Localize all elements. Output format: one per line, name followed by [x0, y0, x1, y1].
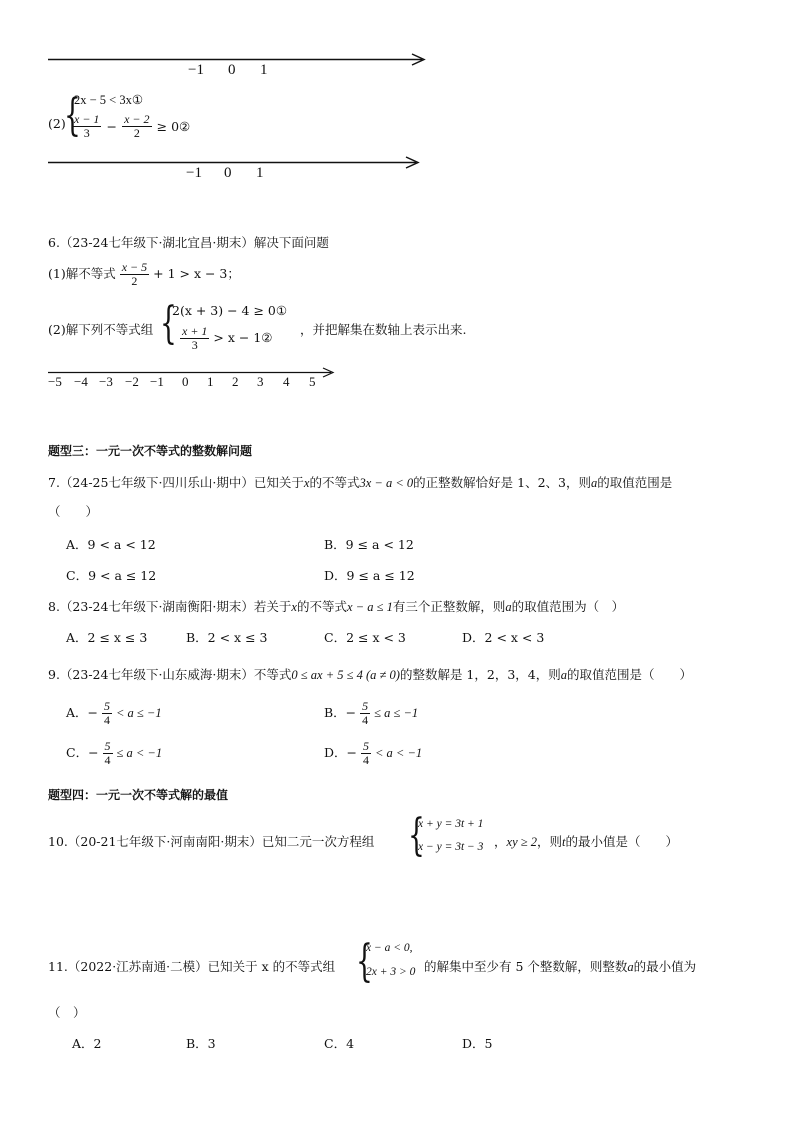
stem-text: 的取值范围为（ ）: [511, 599, 625, 614]
inequality-tail: ≥ 0②: [156, 119, 191, 134]
option-a[interactable]: A．2 ≤ x ≤ 3: [66, 630, 148, 645]
fraction-denominator: 4: [104, 713, 110, 727]
question-stem: [48, 665, 692, 683]
stem-text: 8.（23-24七年级下·湖南衡阳·期末）若关于: [48, 599, 292, 614]
part-2-label: (2)解下列不等式组: [48, 322, 154, 337]
option-tail: < a ≤ −1: [115, 706, 162, 720]
option-a[interactable]: A．2: [72, 1036, 102, 1051]
inequality-2: [72, 113, 190, 140]
tick-label: 1: [260, 62, 268, 78]
question-stem: [48, 473, 672, 491]
option-c[interactable]: C．4: [324, 1036, 355, 1051]
variable: t: [562, 835, 566, 849]
option-c[interactable]: [66, 740, 162, 767]
stem-text: 9.（23-24七年级下·山东威海·期末）不等式: [48, 667, 292, 682]
stem-text: ，: [494, 834, 507, 849]
answer-parentheses: （ ）: [48, 1005, 86, 1020]
tick-label: 0: [228, 62, 236, 78]
question-title: 6.（23-24七年级下·湖北宜昌·期末）解决下面问题: [48, 235, 329, 250]
tick-label: 0: [224, 165, 232, 181]
fraction-denominator: 3: [83, 126, 90, 140]
stem-text: 的最小值为: [633, 959, 697, 974]
question-stem-end: [424, 957, 696, 975]
section-heading: 题型四：一元一次不等式解的最值: [48, 788, 229, 802]
option-tail: ≤ a ≤ −1: [374, 706, 419, 720]
stem-text: 的取值范围是: [597, 475, 673, 490]
system-brace: {: [64, 90, 81, 141]
fraction-denominator: 2: [133, 126, 140, 140]
option-d[interactable]: [324, 740, 422, 767]
stem-text: 的正整数解恰好是 1、2、3，则: [413, 475, 592, 490]
fraction-numerator: x − 2: [124, 112, 150, 126]
system-brace: {: [408, 810, 425, 861]
fraction-denominator: 3: [191, 338, 198, 352]
stem-text: ，则: [536, 834, 562, 849]
instruction-text: ，并把解集在数轴上表示出来.: [300, 322, 467, 337]
part-label: (2): [48, 116, 66, 131]
variable: a: [591, 476, 598, 490]
stem-text: 的不等式: [296, 599, 347, 614]
minus-sign: −: [106, 119, 118, 134]
option-prefix: B．−: [324, 705, 357, 720]
inequality-1: 2x − 5 < 3x①: [74, 93, 144, 107]
stem-text: 有三个正整数解，则: [392, 599, 506, 614]
tick-label: 5: [309, 374, 316, 389]
option-b[interactable]: B．2 < x ≤ 3: [186, 630, 268, 645]
part-1: [48, 261, 240, 288]
option-c[interactable]: C．2 ≤ x < 3: [324, 630, 406, 645]
option-a[interactable]: A．9 < a < 12: [66, 537, 156, 552]
inequality-tail: > x − 1②: [213, 330, 273, 345]
option-b[interactable]: [324, 700, 418, 727]
tick-label: −2: [125, 374, 139, 389]
variable: a: [505, 600, 512, 614]
inequality: xy ≥ 2: [506, 835, 537, 849]
system-brace: {: [160, 298, 177, 349]
option-b[interactable]: B．3: [186, 1036, 216, 1051]
stem-text: 的整数解是 1，2，3，4，则: [399, 667, 561, 682]
stem-text: 的取值范围是（ ）: [566, 667, 692, 682]
inequality: x − a ≤ 1: [347, 600, 393, 614]
inequality-2: [180, 325, 273, 352]
variable: a: [627, 960, 634, 974]
inequality-1: 2(x + 3) − 4 ≥ 0①: [172, 303, 288, 318]
fraction-numerator: 5: [362, 739, 369, 753]
fraction-numerator: x − 1: [74, 112, 100, 126]
tick-label: −1: [188, 62, 204, 78]
part-label: (1)解不等式: [48, 266, 116, 281]
variable: x: [303, 476, 310, 490]
fraction-numerator: 5: [104, 699, 110, 713]
tick-label: 0: [182, 374, 189, 389]
inequality-2: 2x + 3 > 0: [366, 966, 416, 978]
question-stem: [48, 597, 624, 615]
tick-label: −3: [99, 374, 113, 389]
stem-text: 7.（24-25七年级下·四川乐山·期中）已知关于: [48, 475, 304, 490]
tick-label: −1: [186, 165, 202, 181]
variable: a: [560, 668, 567, 682]
fraction-denominator: 2: [131, 274, 138, 288]
fraction-denominator: 4: [104, 753, 111, 767]
option-b[interactable]: B．9 ≤ a < 12: [324, 537, 414, 552]
stem-text: 的不等式: [309, 475, 360, 490]
equation-2: x − y = 3t − 3: [418, 841, 484, 853]
question-stem-start: 10.（20-21七年级下·河南南阳·期末）已知二元一次方程组: [48, 834, 375, 849]
tick-label: 1: [207, 374, 214, 389]
tick-label: −4: [74, 374, 88, 389]
tick-label: −1: [150, 374, 164, 389]
tick-label: 2: [232, 374, 239, 389]
option-prefix: A．−: [66, 705, 99, 720]
fraction-numerator: x − 5: [121, 260, 148, 274]
variable: x: [291, 600, 297, 614]
inequality-1: x − a < 0,: [366, 942, 413, 954]
option-d[interactable]: D．5: [462, 1036, 493, 1051]
stem-text: 的最小值是（ ）: [565, 834, 678, 849]
inequality: 0 ≤ ax + 5 ≤ 4 (a ≠ 0): [291, 668, 400, 682]
tick-label: −5: [48, 374, 62, 389]
inequality: 3x − a < 0: [359, 476, 414, 490]
option-tail: ≤ a < −1: [116, 746, 163, 760]
fraction-numerator: 5: [362, 699, 369, 713]
section-heading: 题型三：一元一次不等式的整数解问题: [48, 444, 253, 458]
option-prefix: C．−: [66, 745, 99, 760]
equation-1: x + y = 3t + 1: [418, 818, 484, 830]
question-stem-end: [494, 832, 678, 850]
option-tail: < a < −1: [374, 746, 423, 760]
stem-text: 的解集中至少有 5 个整数解，则整数: [424, 959, 628, 974]
system-brace: {: [356, 936, 373, 987]
fraction-denominator: 4: [362, 753, 369, 767]
number-line-1-axis: [46, 52, 430, 68]
option-d[interactable]: D．9 ≤ a ≤ 12: [324, 568, 415, 583]
number-line-2-axis: [46, 155, 424, 171]
option-c[interactable]: C．9 < a ≤ 12: [66, 568, 157, 583]
question-stem-start: 11.（2022·江苏南通·二模）已知关于 x 的不等式组: [48, 959, 336, 974]
fraction-numerator: x + 1: [182, 324, 208, 338]
tick-label: 3: [257, 374, 264, 389]
fraction-denominator: 4: [362, 713, 369, 727]
answer-parentheses: （ ）: [48, 504, 99, 519]
tick-label: 1: [256, 165, 264, 181]
option-prefix: D．−: [324, 745, 357, 760]
option-d[interactable]: D．2 < x < 3: [462, 630, 545, 645]
option-a[interactable]: [66, 700, 162, 727]
inequality-tail: + 1 > x − 3；: [153, 266, 240, 281]
number-line-3-axis: [46, 365, 338, 381]
fraction-numerator: 5: [104, 739, 111, 753]
tick-label: 4: [283, 374, 290, 389]
